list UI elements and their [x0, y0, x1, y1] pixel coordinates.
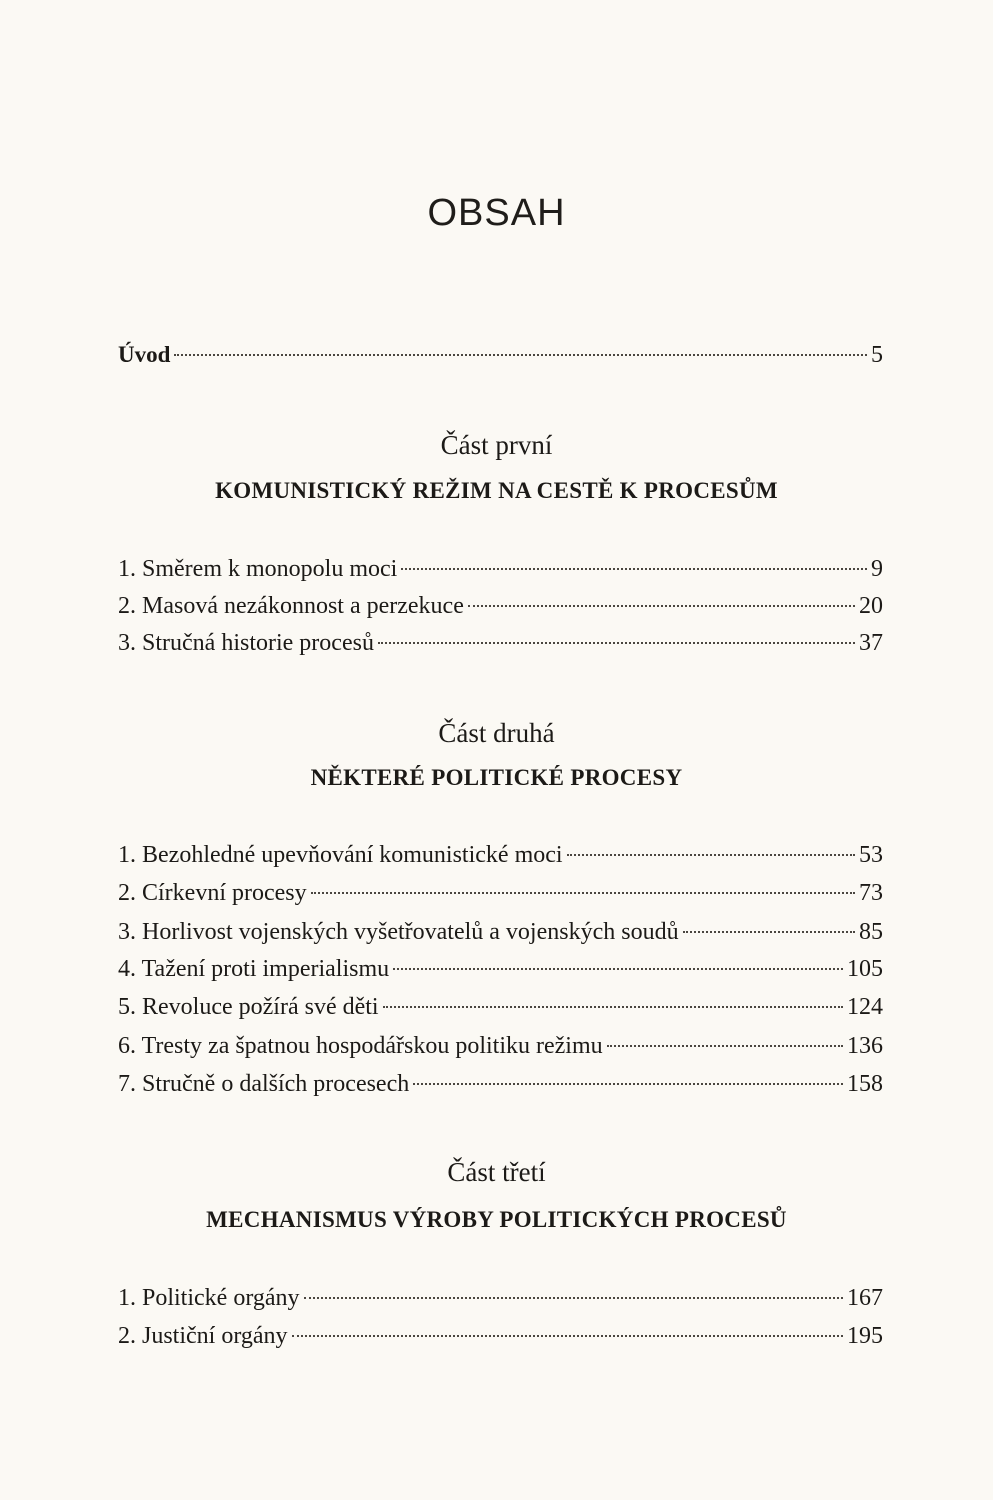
- entry-label: 1. Bezohledné upevňování komunistické moci: [118, 842, 563, 868]
- entry-label: 3. Stručná historie procesů: [118, 630, 374, 656]
- toc-entry: [118, 593, 883, 625]
- toc-entry-intro: [118, 342, 883, 374]
- entry-label: 2. Masová nezákonnost a perzekuce: [118, 593, 464, 619]
- part-3-heading: MECHANISMUS VÝROBY POLITICKÝCH PROCESŮ: [206, 1207, 787, 1232]
- entry-label: Úvod: [118, 342, 171, 367]
- entry-page: 124: [847, 994, 883, 1020]
- dot-leader: [304, 1297, 843, 1299]
- entry-page: 105: [847, 956, 883, 982]
- entry-page: 53: [859, 842, 883, 868]
- entry-label: 3. Horlivost vojenských vyšetřovatelů a vojenských soudů: [118, 919, 679, 945]
- entry-page: 85: [859, 919, 883, 945]
- dot-leader: [383, 1006, 843, 1008]
- toc-entry: [118, 842, 883, 874]
- dot-leader: [311, 892, 855, 894]
- entry-page: 5: [871, 342, 883, 368]
- part-1-title: Část první: [440, 430, 553, 460]
- entry-label: 1. Politické orgány: [118, 1285, 300, 1311]
- entry-page: 158: [847, 1071, 883, 1097]
- entry-label: 4. Tažení proti imperialismu: [118, 956, 390, 982]
- entry-label: 1. Směrem k monopolu moci: [118, 556, 398, 582]
- entry-page: 37: [859, 630, 883, 656]
- dot-leader: [292, 1335, 843, 1337]
- entry-label: 6. Tresty za špatnou hospodářskou politiku režimu: [118, 1033, 603, 1059]
- toc-entry: [118, 556, 883, 588]
- toc-entry: [118, 956, 883, 988]
- part-2-title: Část druhá: [438, 718, 555, 748]
- dot-leader: [393, 968, 843, 970]
- toc-entry: [118, 630, 883, 662]
- part-3-title: Část třetí: [447, 1157, 546, 1187]
- dot-leader: [401, 568, 867, 570]
- dot-leader: [468, 605, 855, 607]
- toc-entry: [118, 1323, 883, 1355]
- toc-entry: [118, 919, 883, 951]
- dot-leader: [567, 854, 855, 856]
- entry-label: 5. Revoluce požírá své děti: [118, 994, 379, 1020]
- toc-entry: [118, 994, 883, 1026]
- toc-entry: [118, 1071, 883, 1103]
- part-2-heading: NĚKTERÉ POLITICKÉ PROCESY: [310, 765, 683, 790]
- dot-leader: [378, 642, 855, 644]
- entry-page: 136: [847, 1033, 883, 1059]
- dot-leader: [174, 354, 867, 356]
- entry-page: 167: [847, 1285, 883, 1311]
- entry-page: 195: [847, 1323, 883, 1349]
- entry-label: 7. Stručně o dalších procesech: [118, 1071, 410, 1097]
- toc-entry: [118, 1033, 883, 1065]
- toc-entry: [118, 1285, 883, 1317]
- toc-entry: [118, 880, 883, 912]
- dot-leader: [607, 1045, 843, 1047]
- entry-page: 20: [859, 593, 883, 619]
- entry-page: 9: [871, 556, 883, 582]
- page-title: OBSAH: [427, 192, 566, 234]
- entry-label: 2. Církevní procesy: [118, 880, 307, 906]
- part-1-heading: KOMUNISTICKÝ REŽIM NA CESTĚ K PROCESŮM: [215, 478, 778, 503]
- entry-label: 2. Justiční orgány: [118, 1323, 288, 1349]
- dot-leader: [413, 1083, 843, 1085]
- entry-page: 73: [859, 880, 883, 906]
- dot-leader: [683, 931, 855, 933]
